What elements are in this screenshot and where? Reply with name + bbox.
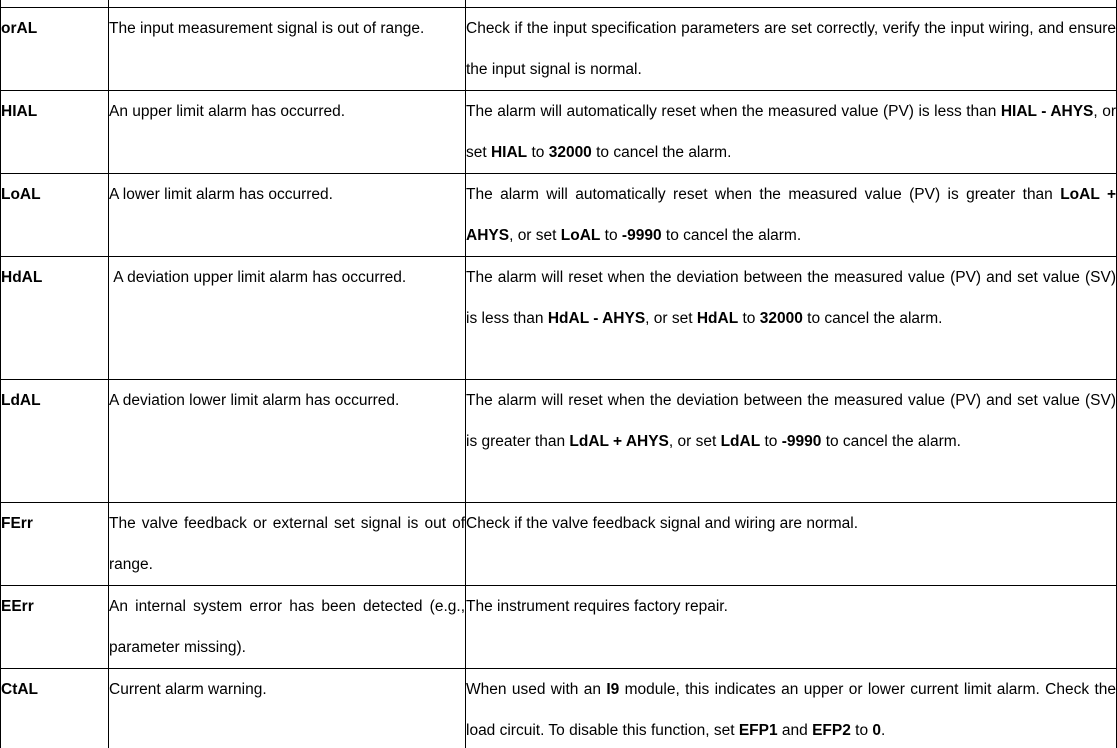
alarm-code-cell: LoAL bbox=[1, 174, 109, 257]
alarm-table-body bbox=[1, 0, 1117, 748]
alarm-code-cell: EErr bbox=[1, 586, 109, 669]
alarm-description-cell: A deviation upper limit alarm has occurred. bbox=[109, 257, 466, 380]
alarm-resolution-cell: The alarm will automatically reset when the measured value (PV) is less than HIAL - AHYS, or set HIAL to 32000 to cancel the alarm. bbox=[466, 91, 1117, 174]
alarm-resolution-cell: The alarm will reset when the deviation between the measured value (PV) and set value (SV) is greater than LdAL + AHYS, or set LdAL to -9990 to cancel the alarm. bbox=[466, 380, 1117, 503]
alarm-code-cell: LdAL bbox=[1, 380, 109, 503]
alarm-description-cell: An internal system error has been detected (e.g., parameter missing). bbox=[109, 586, 466, 669]
alarm-description-cell: An upper limit alarm has occurred. bbox=[109, 91, 466, 174]
alarm-resolution-cell: Check if the valve feedback signal and wiring are normal. bbox=[466, 503, 1117, 586]
table-row-EErr bbox=[1, 586, 1117, 669]
alarm-description-cell: The valve feedback or external set signal is out of range. bbox=[109, 503, 466, 586]
alarm-code-cell: HdAL bbox=[1, 257, 109, 380]
alarm-code-cell: FErr bbox=[1, 503, 109, 586]
alarm-code-cell: orAL bbox=[1, 8, 109, 91]
table-row-FErr bbox=[1, 503, 1117, 586]
partial-cell bbox=[466, 0, 1117, 8]
table-row-LdAL bbox=[1, 380, 1117, 503]
alarm-description-cell: A deviation lower limit alarm has occurred. bbox=[109, 380, 466, 503]
partial-cell bbox=[1, 0, 109, 8]
table-row-HIAL bbox=[1, 91, 1117, 174]
alarm-resolution-cell: The instrument requires factory repair. bbox=[466, 586, 1117, 669]
alarm-resolution-cell: The alarm will automatically reset when the measured value (PV) is greater than LoAL + AHYS, or set LoAL to -9990 to cancel the alarm. bbox=[466, 174, 1117, 257]
partial-cell bbox=[109, 0, 466, 8]
table-row-LoAL bbox=[1, 174, 1117, 257]
partial-row bbox=[1, 0, 1117, 8]
alarm-code-cell: HIAL bbox=[1, 91, 109, 174]
table-row-orAL bbox=[1, 8, 1117, 91]
alarm-resolution-cell: When used with an I9 module, this indicates an upper or lower current limit alarm. Check the load circuit. To disable this function, set EFP1 and EFP2 to 0. bbox=[466, 669, 1117, 748]
alarm-description-cell: The input measurement signal is out of range. bbox=[109, 8, 466, 91]
table-row-HdAL bbox=[1, 257, 1117, 380]
table-row-CtAL bbox=[1, 669, 1117, 748]
alarm-code-cell: CtAL bbox=[1, 669, 109, 748]
alarm-description-cell: A lower limit alarm has occurred. bbox=[109, 174, 466, 257]
alarm-description-cell: Current alarm warning. bbox=[109, 669, 466, 748]
alarm-resolution-cell: The alarm will reset when the deviation between the measured value (PV) and set value (SV) is less than HdAL - AHYS, or set HdAL to 32000 to cancel the alarm. bbox=[466, 257, 1117, 380]
alarm-resolution-cell: Check if the input specification parameters are set correctly, verify the input wiring, and ensure the input signal is normal. bbox=[466, 8, 1117, 91]
